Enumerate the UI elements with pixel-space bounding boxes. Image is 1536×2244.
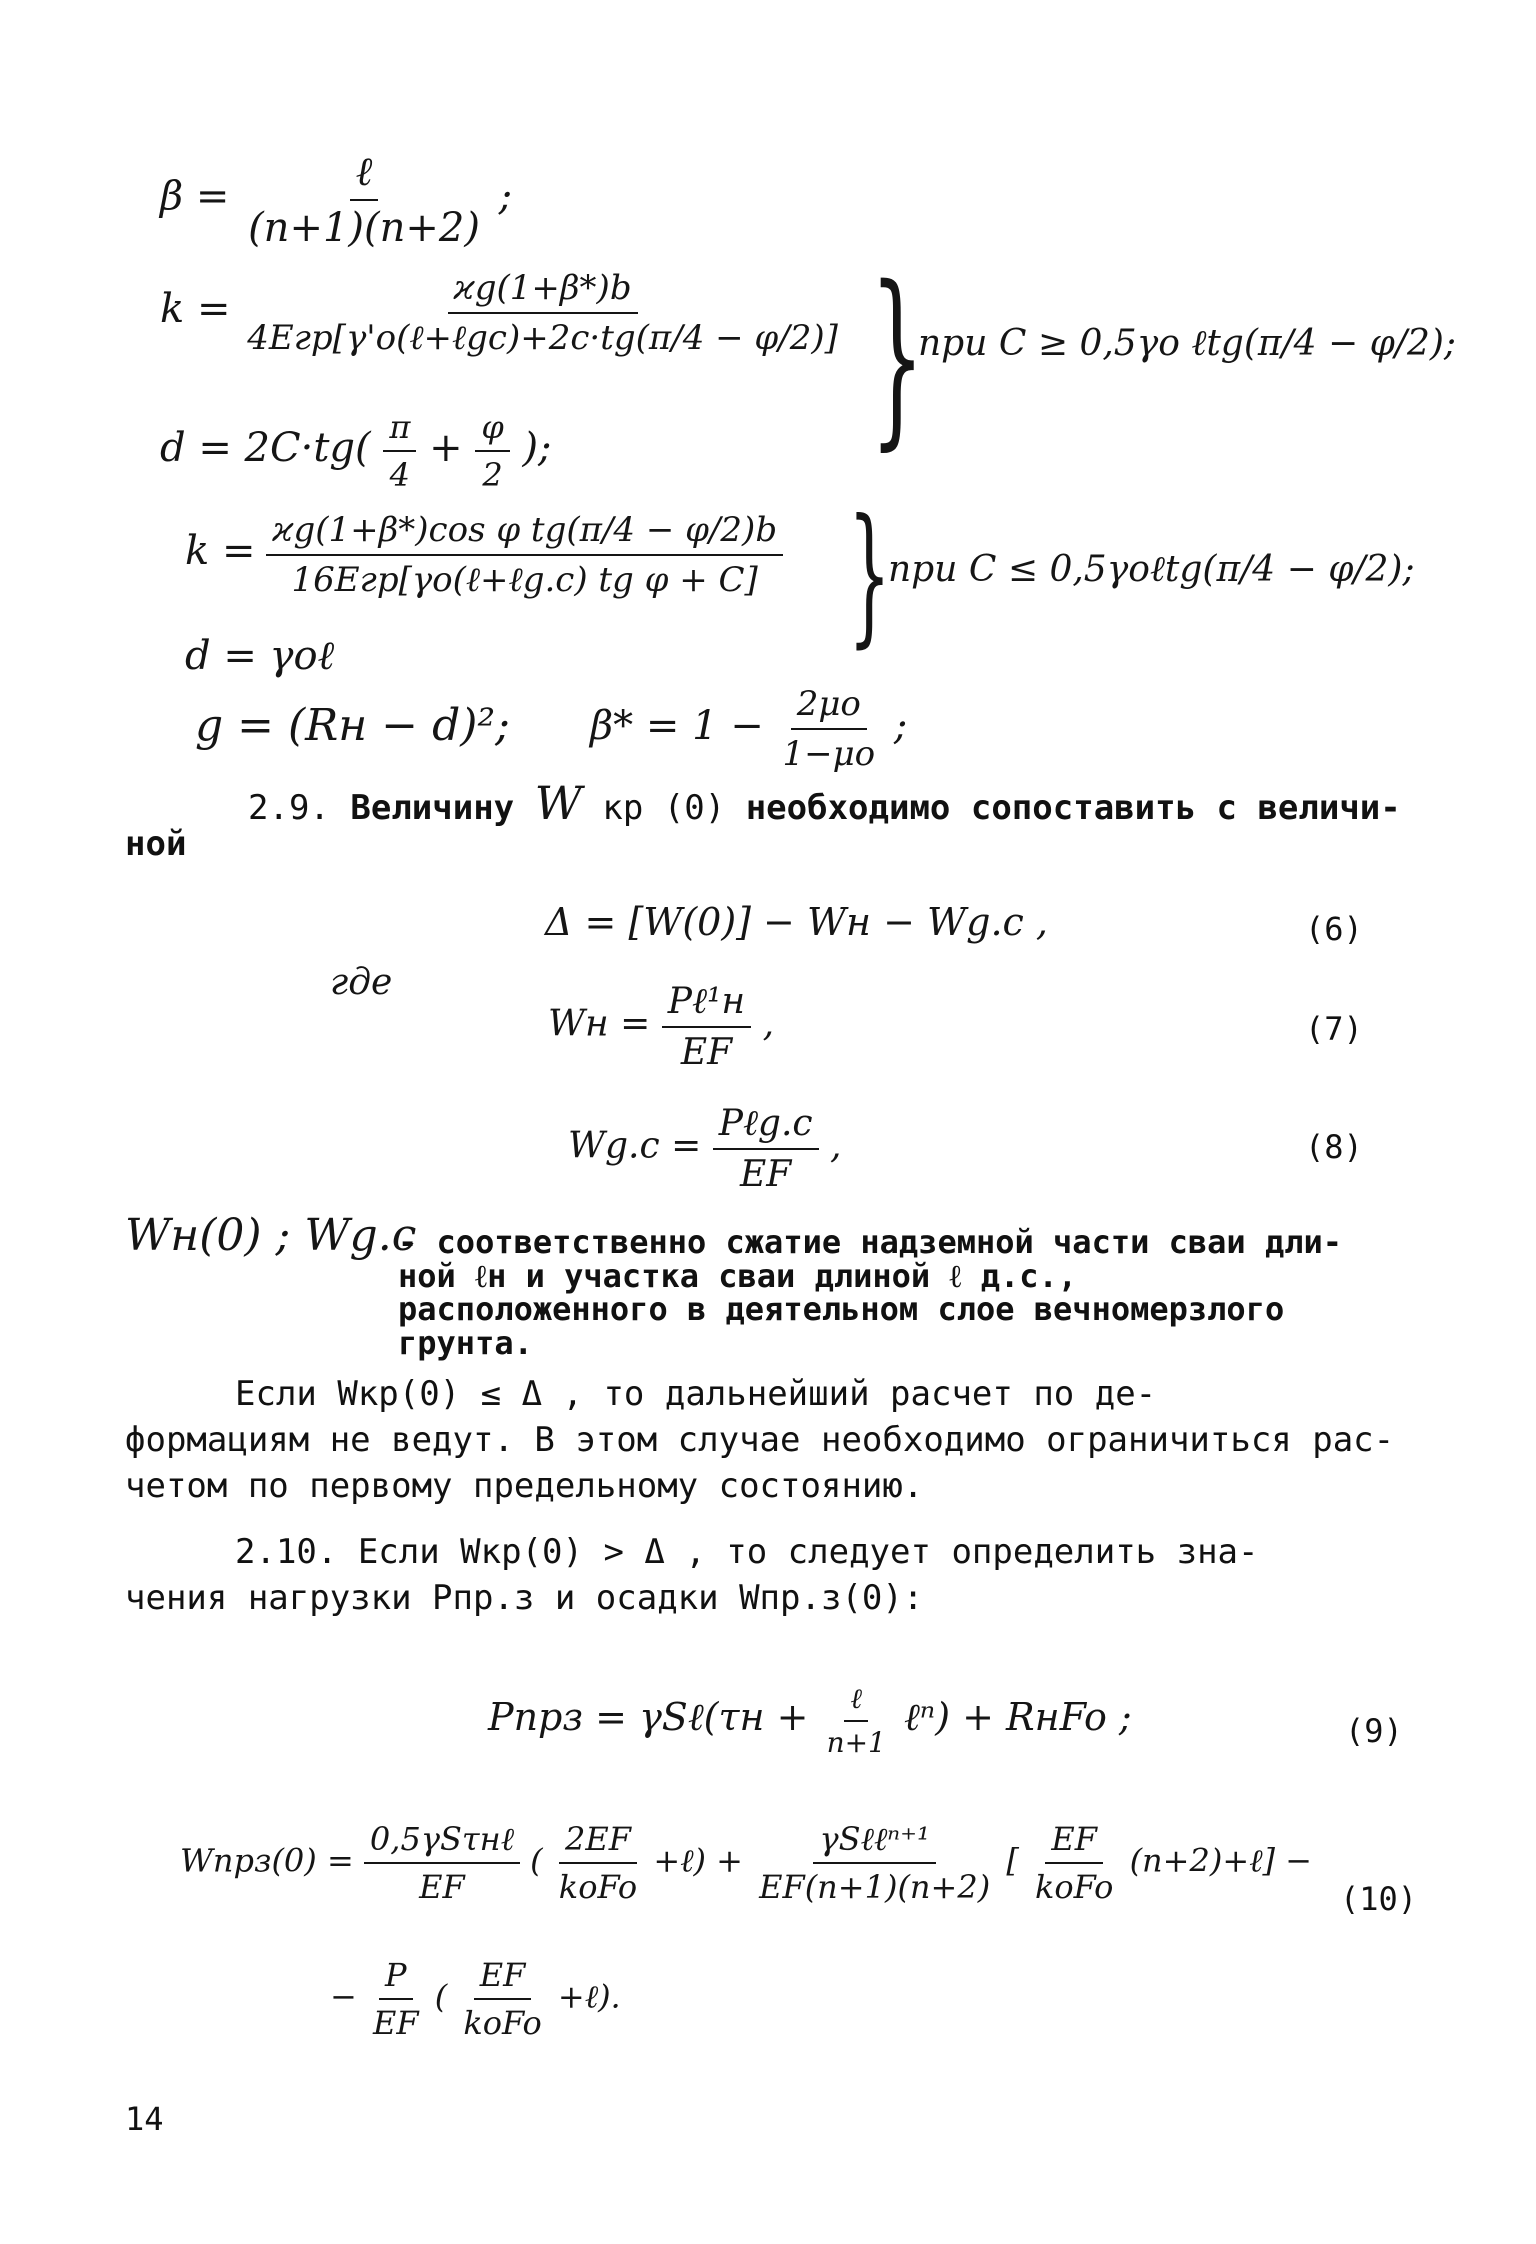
equation-10-line2 [330, 1956, 621, 2042]
formula-d1-frac2 [475, 408, 509, 494]
formula-beta-star-fraction [776, 684, 881, 774]
paragraph-if-1-line2: формациям не ведут. В этом случае необходимо ограничиться рас- [125, 1419, 1395, 1460]
definition-line-2: ной ℓн и участка сваи длиной ℓ д.с., [398, 1256, 1078, 1295]
formula-d1 [160, 408, 552, 494]
equation-10-frac4-den: koFo [1035, 1868, 1114, 1906]
page-number [125, 2098, 164, 2141]
definition-line-3: расположенного в деятельном слое вечномерзлого [398, 1290, 1285, 1329]
equation-10-frac6-den: koFo [463, 2004, 542, 2042]
equation-10-line1 [180, 1820, 1312, 1906]
equation-10-line2-minus: − [330, 1977, 357, 2016]
equation-6-number [1305, 910, 1363, 948]
where-label-text: где [330, 962, 393, 1003]
equation-8-tail: , [830, 1125, 842, 1167]
equation-9-lhs: Pпрз = γSℓ(τн + [488, 1695, 809, 1739]
formula-k1-denominator: 4Eгр[γ'o(ℓ+ℓgc)+2c·tg(π/4 − φ/2)] [247, 318, 838, 358]
condition-1-text: при C ≥ 0,5γo ℓtg(π/4 − φ/2); [918, 323, 1457, 364]
definition-text [398, 1223, 1343, 1362]
equation-8-den: EF [740, 1154, 792, 1195]
equation-9-number-text: (9) [1345, 1712, 1403, 1750]
equation-10-paren4: (n+2)+ℓ] − [1129, 1841, 1312, 1880]
section-2-10-line1: 2.10. Если Wкр(0) > Δ , то следует определить зна- [235, 1532, 1259, 1572]
equation-9-num: ℓ [844, 1682, 868, 1722]
formula-g-text: g = (Rн − d)²; [195, 700, 510, 751]
formula-d1-frac1 [383, 408, 416, 494]
equation-10-frac5-num: P [379, 1956, 413, 2000]
right-brace-1: } [870, 246, 925, 467]
equation-9-number [1345, 1712, 1403, 1750]
equation-10-lhs: Wпрз(0) = [180, 1841, 354, 1880]
formula-beta-star-tail: ; [893, 703, 908, 749]
equation-7-number [1305, 1010, 1363, 1048]
section-2-9-line2 [125, 822, 186, 868]
section-2-10 [125, 1530, 1259, 1622]
equation-10-line2-open: ( [434, 1977, 448, 2016]
section-2-9-number: 2.9. [248, 788, 330, 828]
formula-k2-numerator: ϰg(1+β*)cos φ tg(π/4 − φ/2)b [266, 510, 783, 556]
equation-10-frac2-num: 2EF [559, 1820, 637, 1864]
equation-10-number-text: (10) [1340, 1880, 1418, 1918]
formula-beta-denominator: (n+1)(n+2) [248, 205, 480, 251]
formula-d1-frac1-den: 4 [389, 456, 411, 494]
page-number-text: 14 [125, 2100, 164, 2138]
equation-6 [545, 900, 1048, 944]
formula-beta-fraction [242, 148, 486, 251]
formula-beta-star-lhs: β* = 1 − [590, 703, 764, 749]
section-2-9-line1 [248, 772, 1401, 834]
definition-symbols [125, 1210, 416, 1261]
formula-k1-lhs: k = [160, 286, 231, 332]
section-2-9-line2-text: ной [125, 824, 187, 864]
formula-k1-fraction [241, 268, 844, 358]
condition-1 [918, 322, 1456, 364]
paragraph-if-1 [125, 1372, 1394, 1510]
equation-7-num: Pℓ¹н [662, 980, 751, 1028]
formula-d1-lhs: d = 2C·tg( [160, 425, 371, 471]
formula-d1-tail: ); [522, 425, 552, 471]
equation-6-number-text: (6) [1305, 910, 1363, 948]
paragraph-if-1-line3: четом по первому предельному состоянию. [125, 1465, 924, 1506]
equation-9-den: n+1 [826, 1726, 886, 1759]
equation-9-fraction [821, 1682, 892, 1759]
equation-7-tail: , [762, 1003, 775, 1045]
definition-line-4: грунта. [398, 1323, 533, 1362]
definition-line-1: - соответственно сжатие надземной части сваи дли- [398, 1223, 1343, 1261]
equation-7-lhs: Wн = [548, 1003, 651, 1045]
equation-9 [488, 1682, 1132, 1759]
condition-2 [888, 548, 1415, 590]
formula-beta-numerator: ℓ [350, 148, 379, 201]
equation-8-lhs: Wg.c = [568, 1125, 702, 1167]
formula-d2 [185, 632, 334, 679]
equation-10-frac4 [1029, 1820, 1119, 1906]
equation-10-frac3 [753, 1820, 996, 1906]
formula-beta-tail: ; [498, 173, 513, 220]
equation-8-number-text: (8) [1305, 1128, 1363, 1166]
equation-10-frac6-num: EF [474, 1956, 532, 2000]
section-2-10-line2: чения нагрузки Pпр.з и осадки Wпр.з(0): [125, 1577, 924, 1618]
formula-d1-frac2-den: 2 [482, 456, 503, 494]
formula-k2-denominator: 16Eгр[γo(ℓ+ℓg.c) tg φ + C] [291, 560, 758, 600]
formula-k2-fraction [266, 510, 783, 600]
formula-beta-lhs: β = [160, 173, 230, 220]
equation-10-frac6 [457, 1956, 547, 2042]
equation-7 [548, 980, 774, 1073]
equation-8-num: Pℓg.c [713, 1102, 819, 1150]
formula-k1-numerator: ϰg(1+β*)b [448, 268, 638, 314]
equation-10-frac3-num: γSℓℓⁿ⁺¹ [813, 1820, 935, 1864]
formula-beta-star-den: 1−μo [782, 734, 876, 774]
formula-beta-star-num: 2μo [791, 684, 867, 730]
equation-10-frac4-num: EF [1045, 1820, 1103, 1864]
equation-8-number [1305, 1128, 1363, 1166]
where-label [330, 962, 392, 1003]
right-brace-2: } [848, 488, 891, 662]
equation-10-frac1-den: EF [419, 1868, 465, 1906]
section-2-9-word: Величину [350, 788, 515, 828]
equation-10-paren3: [ [1006, 1841, 1019, 1880]
formula-d1-frac1-num: π [383, 408, 416, 452]
formula-k1 [160, 268, 844, 358]
section-2-9-rest-bold: необходимо сопоставить с величи- [745, 788, 1401, 828]
equation-7-number-text: (7) [1305, 1010, 1363, 1048]
condition-2-text: при C ≤ 0,5γoℓtg(π/4 − φ/2); [888, 549, 1415, 590]
paragraph-if-1-line1: Если Wкр(0) ≤ Δ , то дальнейший расчет по де- [235, 1374, 1157, 1414]
formula-d2-text: d = γoℓ [185, 633, 335, 679]
formula-beta-star [590, 684, 907, 774]
formula-d1-mid: + [429, 425, 463, 471]
equation-9-tail: ℓⁿ) + RнFo ; [903, 1695, 1132, 1739]
equation-10-frac2 [553, 1820, 643, 1906]
equation-10-number [1340, 1880, 1417, 1918]
equation-10-line2-close: +ℓ). [557, 1977, 621, 2016]
formula-k2 [185, 510, 783, 600]
equation-8-fraction [713, 1102, 819, 1195]
equation-7-fraction [662, 980, 751, 1073]
equation-8 [568, 1102, 842, 1195]
formula-g [195, 700, 510, 751]
formula-k2-lhs: k = [185, 528, 256, 574]
equation-10-frac5 [367, 1956, 425, 2042]
equation-7-den: EF [680, 1032, 733, 1073]
equation-10-paren1: ( [530, 1841, 543, 1880]
equation-6-text: Δ = [W(0)] − Wн − Wg.c , [545, 900, 1048, 944]
equation-10-frac5-den: EF [372, 2004, 419, 2042]
equation-10-frac2-den: koFo [558, 1868, 638, 1906]
definition-symbols-text: Wн(0) ; Wg.c [125, 1210, 417, 1261]
formula-d1-frac2-num: φ [475, 408, 509, 452]
equation-10-frac1-num: 0,5γSτнℓ [364, 1820, 520, 1864]
section-2-9-W: W [534, 776, 582, 830]
formula-beta [160, 148, 512, 251]
equation-10-frac1 [364, 1820, 520, 1906]
section-2-9-rest: кр (0) [602, 788, 726, 828]
equation-10-frac3-den: EF(n+1)(n+2) [759, 1868, 991, 1906]
equation-10-paren2: +ℓ) + [653, 1841, 743, 1880]
